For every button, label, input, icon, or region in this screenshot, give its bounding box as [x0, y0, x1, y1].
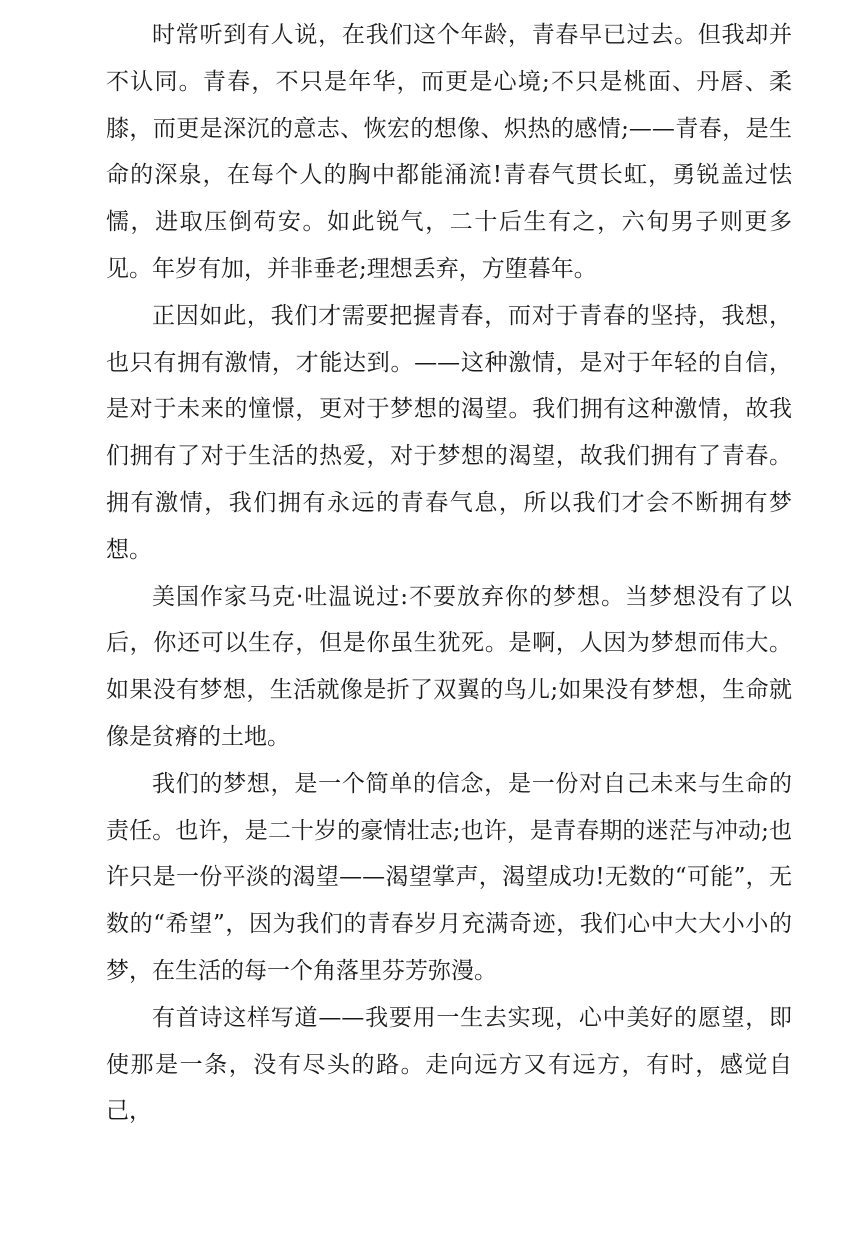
paragraph-5: 有首诗这样写道——我要用一生去实现，心中美好的愿望，即使那是一条，没有尽头的路。走向远方又有远方，有时，感觉自己， — [106, 1004, 792, 1125]
paragraph-3: 美国作家马克·吐温说过:不要放弃你的梦想。当梦想没有了以后，你还可以生存，但是你虽生犹死。是啊，人因为梦想而伟大。如果没有梦想，生活就像是折了双翼的鸟儿;如果没有梦想，生命就像是贫瘠的土地。 — [106, 583, 792, 750]
article-body — [106, 12, 792, 1135]
paragraph-1: 时常听到有人说，在我们这个年龄，青春早已过去。但我却并不认同。青春，不只是年华，而更是心境;不只是桃面、丹唇、柔膝，而更是深沉的意志、恢宏的想像、炽热的感情;——青春，是生命的深泉，在每个人的胸中都能涌流!青春气贯长虹，勇锐盖过怯懦，进取压倒苟安。如此锐气，二十后生有之，六旬男子则更多见。年岁有加，并非垂老;理想丢弃，方堕暮年。 — [106, 22, 792, 282]
paragraph-4: 我们的梦想，是一个简单的信念，是一份对自己未来与生命的责任。也许，是二十岁的豪情壮志;也许，是青春期的迷茫与冲动;也许只是一份平淡的渴望——渴望掌声，渴望成功!无数的“可能”，无数的“希望”，因为我们的青春岁月充满奇迹，我们心中大大小小的梦，在生活的每一个角落里芬芳弥漫。 — [106, 770, 792, 984]
paragraph-2: 正因如此，我们才需要把握青春，而对于青春的坚持，我想，也只有拥有激情，才能达到。——这种激情，是对于年轻的自信，是对于未来的憧憬，更对于梦想的渴望。我们拥有这种激情，故我们拥有了对于生活的热爱，对于梦想的渴望，故我们拥有了青春。拥有激情，我们拥有永远的青春气息，所以我们才会不断拥有梦想。 — [106, 302, 792, 563]
